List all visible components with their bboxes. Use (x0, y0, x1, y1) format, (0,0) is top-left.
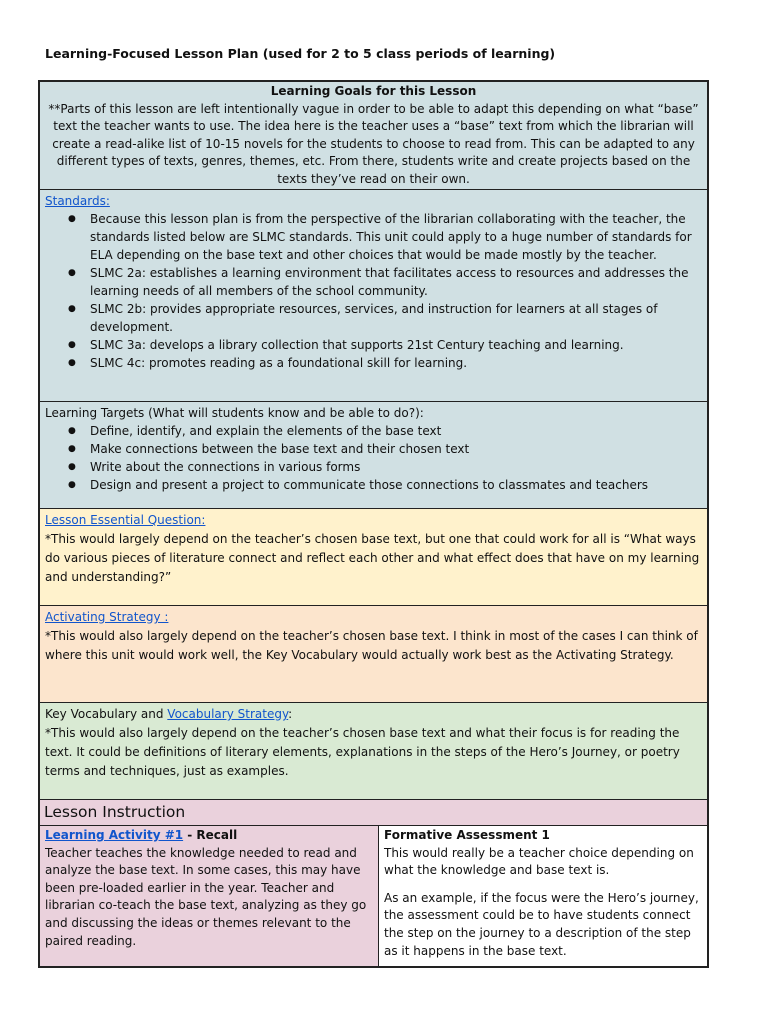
standards-item: ● SLMC 2a: establishes a learning environment that facilitates access to resources and addresses the learning needs of all members of the school community. (90, 264, 703, 300)
learning-targets-label: Learning Targets (What will students know and be able to do?): (45, 406, 424, 420)
key-vocabulary-label (45, 705, 703, 724)
learning-activity-text: Teacher teaches the knowledge needed to read and analyze the base text. In some cases, this may have been pre-loaded earlier in the year. Teacher and librarian co-teach the base text, analyzing as they go and discussing the ideas or themes relevant to the paired reading. (45, 845, 367, 948)
learning-target-item: ● Define, identify, and explain the elements of the base text (90, 422, 703, 440)
essential-question-text: *This would largely depend on the teacher’s chosen base text, but one that could work for all is “What ways do various pieces of literature connect and reflect each other and what effect does that have on my learning and understanding?” (45, 532, 700, 584)
formative-assessment-cell (379, 826, 707, 966)
standards-item: ● SLMC 4c: promotes reading as a foundational skill for learning. (90, 354, 703, 372)
learning-goals-section (40, 82, 707, 189)
learning-activity-link[interactable]: Learning Activity #1 (45, 828, 184, 842)
document-title: Learning-Focused Lesson Plan (used for 2 to 5 class periods of learning) (45, 46, 556, 61)
learning-target-item: ● Make connections between the base text and their chosen text (90, 440, 703, 458)
learning-activity-suffix: - Recall (183, 828, 238, 842)
formative-assessment-heading: Formative Assessment 1 (384, 828, 550, 842)
learning-goals-heading: Learning Goals for this Lesson (270, 84, 477, 98)
standards-link[interactable]: Standards: (45, 194, 110, 208)
formative-assessment-text-1: This would really be a teacher choice depending on what the knowledge and base text is. (384, 845, 694, 878)
standards-item: ● Because this lesson plan is from the perspective of the librarian collaborating with the teacher, the standards listed below are SLMC standards. This unit could apply to a huge number of standards for ELA depending on the base text and other choices that would be made mostly by the teacher. (90, 210, 703, 264)
learning-activity-title (45, 827, 374, 845)
essential-question-section (40, 508, 707, 605)
key-vocabulary-prefix: Key Vocabulary and (45, 707, 168, 721)
standards-item: ● SLMC 3a: develops a library collection that supports 21st Century teaching and learning. (90, 336, 703, 354)
lesson-plan-table (38, 80, 709, 968)
standards-section (40, 189, 707, 401)
activating-strategy-section (40, 605, 707, 702)
activating-strategy-link[interactable]: Activating Strategy : (45, 610, 169, 624)
learning-target-item: ● Write about the connections in various forms (90, 458, 703, 476)
vocabulary-strategy-link[interactable]: Vocabulary Strategy (167, 707, 289, 721)
learning-target-item: ● Design and present a project to communicate those connections to classmates and teachers (90, 476, 703, 494)
learning-goals-text: **Parts of this lesson are left intentionally vague in order to be able to adapt this depending on what “base” text the teacher wants to use. The idea here is the teacher uses a “base” text from which the librarian will create a read-alike list of 10-15 novels for the students to choose to read from. This can be adapted to any different types of texts, genres, themes, etc. From there, students write and create projects based on the texts they’ve read on their own. (48, 101, 699, 186)
key-vocabulary-suffix: : (288, 707, 293, 721)
standards-list (45, 210, 703, 372)
learning-targets-section (40, 401, 707, 508)
standards-item: ● SLMC 2b: provides appropriate resources, services, and instruction for learners at all stages of development. (90, 300, 703, 336)
learning-targets-list (45, 422, 703, 494)
essential-question-link[interactable]: Lesson Essential Question: (45, 513, 206, 527)
lesson-instruction-section (40, 799, 707, 966)
lesson-instruction-heading: Lesson Instruction (44, 803, 186, 821)
key-vocabulary-section (40, 702, 707, 799)
instruction-grid (40, 825, 707, 966)
formative-assessment-text-2: As an example, if the focus were the Hero’s journey, the assessment could be to have students connect the step on the journey to a description of the step as it happens in the base text. (384, 890, 699, 958)
key-vocabulary-text: *This would also largely depend on the teacher’s chosen base text and what their focus is for reading the text. It could be definitions of literary elements, explanations in the steps of the Hero’s Journey, or poetry terms and techniques, just as examples. (45, 726, 680, 778)
activating-strategy-text: *This would also largely depend on the teacher’s chosen base text. I think in most of the cases I can think of where this unit would work well, the Key Vocabulary would actually work best as the Activating Strategy. (45, 629, 698, 662)
learning-activity-cell (40, 826, 379, 966)
